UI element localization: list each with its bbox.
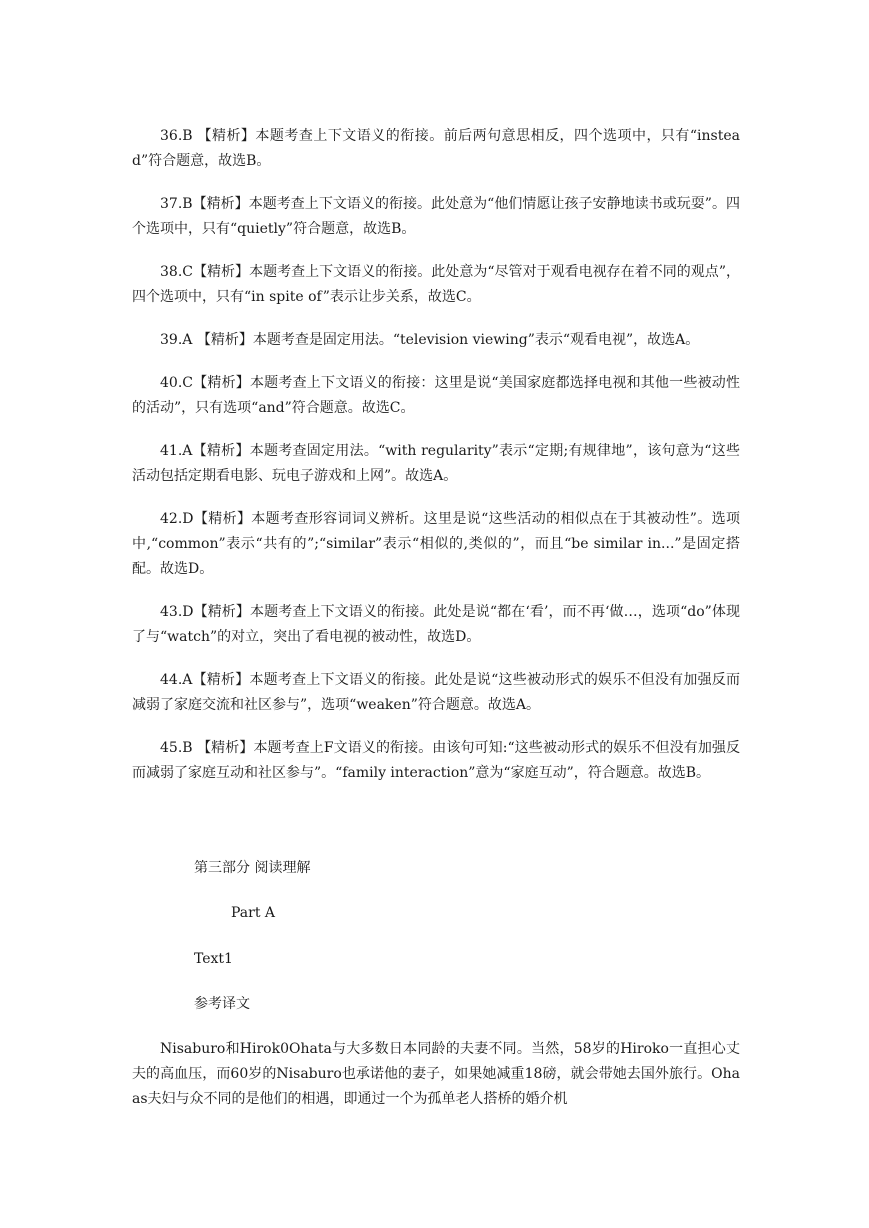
answer-37: 37.B【精析】本题考查上下文语义的衔接。此处意为“他们情愿让孩子安静地读书或玩耍”。四个选项中，只有“quietly”符合题意，故选B。 xyxy=(132,196,740,237)
document-body xyxy=(132,124,740,804)
translation-label: 参考译文 xyxy=(194,996,250,1012)
answer-45: 45.B 【精析】本题考查上F文语义的衔接。由该句可知:“这些被动形式的娱乐不但没有加强反而减弱了家庭互动和社区参与”。“family interaction”意为“家庭互动”，符合题意。故选B。 xyxy=(132,740,740,781)
part-label: Part A xyxy=(231,905,276,921)
translation-paragraph: Nisaburo和Hirok0Ohata与大多数日本同龄的夫妻不同。当然，58岁的Hiroko一直担心丈夫的高血压，而60岁的Nisaburo也承诺他的妻子，如果她减重18磅，就会带她去国外旅行。Ohaas夫妇与众不同的是他们的相遇，即通过一个为孤单老人搭桥的婚介机 xyxy=(132,1041,740,1107)
answer-39: 39.A 【精析】本题考查是固定用法。“television viewing”表示“观看电视”，故选A。 xyxy=(160,332,700,348)
answer-38: 38.C【精析】本题考查上下文语义的衔接。此处意为“尽管对于观看电视存在着不同的观点”，四个选项中，只有“in spite of”表示让步关系，故选C。 xyxy=(132,264,740,305)
section-title: 第三部分 阅读理解 xyxy=(194,860,311,876)
answer-43: 43.D【精析】本题考查上下文语义的衔接。此处是说“都在‘看’，而不再‘做…，选项“do”体现了与“watch”的对立，突出了看电视的被动性，故选D。 xyxy=(132,604,740,645)
answer-41: 41.A【精析】本题考查固定用法。“with regularity”表示“定期;有规律地”，该句意为“这些活动包括定期看电影、玩电子游戏和上网”。故选A。 xyxy=(132,443,740,484)
text-label: Text1 xyxy=(194,951,233,967)
answer-36: 36.B 【精析】本题考查上下文语义的衔接。前后两句意思相反，四个选项中，只有“instead”符合题意，故选B。 xyxy=(132,128,740,169)
translation-body xyxy=(132,1037,740,1130)
answer-44: 44.A【精析】本题考查上下文语义的衔接。此处是说“这些被动形式的娱乐不但没有加强反而减弱了家庭交流和社区参与”，选项“weaken”符合题意。故选A。 xyxy=(132,672,740,713)
answer-40: 40.C【精析】本题考查上下文语义的衔接：这里是说“美国家庭都选择电视和其他一些被动性的活动”，只有选项“and”符合题意。故选C。 xyxy=(132,375,740,416)
answer-42: 42.D【精析】本题考查形容词词义辨析。这里是说“这些活动的相似点在于其被动性”。选项中,“common”表示“共有的”;“similar”表示“相似的,类似的”，而且“be similar in...”是固定搭配。故选D。 xyxy=(132,511,740,577)
